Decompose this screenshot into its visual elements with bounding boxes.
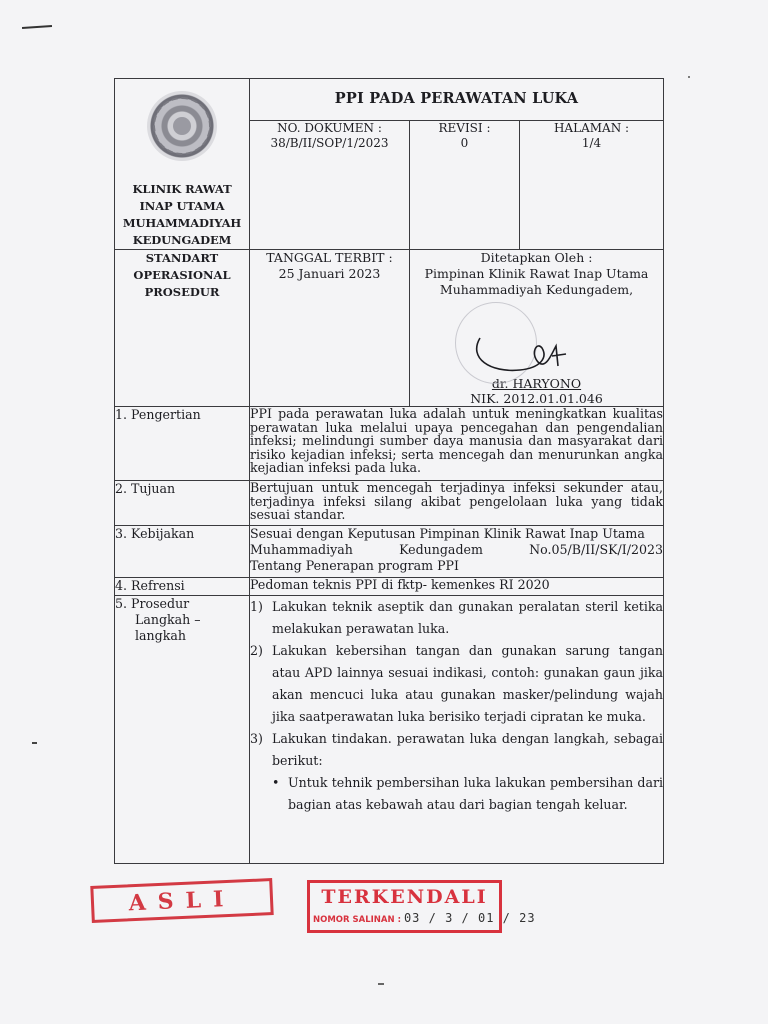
prosedur-steps (250, 596, 664, 864)
scan-mark (22, 25, 52, 29)
official-nik: NIK. 2012.01.01.046 (470, 391, 603, 406)
prosedur-label: 5. Prosedur Langkah – langkah (115, 596, 250, 864)
sop-label: STANDART OPERASIONAL PROSEDUR (115, 250, 250, 407)
halaman-cell: HALAMAN : 1/4 (520, 121, 664, 250)
terkendali-label: TERKENDALI (321, 886, 488, 908)
clinic-logo-cell (115, 79, 250, 250)
step-item: 1) Lakukan teknik aseptik dan gunakan peralatan steril ketika melakukan perawatan luka. (250, 599, 664, 636)
step-item: 3) Lakukan tindakan. perawatan luka dengan langkah, sebagai berikut: (250, 731, 664, 768)
document-title: PPI PADA PERAWATAN LUKA (250, 79, 664, 121)
no-dokumen-cell: NO. DOKUMEN : 38/B/II/SOP/1/2023 (250, 121, 410, 250)
scan-mark (32, 742, 37, 744)
kebijakan-label: 3. Kebijakan (115, 526, 250, 578)
refrensi-text: Pedoman teknis PPI di fktp- kemenkes RI 2020 (250, 578, 664, 596)
bullet-icon: • (272, 775, 280, 790)
terkendali-stamp (307, 880, 536, 933)
tujuan-label: 2. Tujuan (115, 481, 250, 526)
asli-stamp: ASLI (90, 878, 273, 923)
muhammadiyah-logo-icon (147, 91, 217, 161)
signature-icon (410, 298, 660, 376)
sop-table (114, 78, 664, 864)
pengertian-label: 1. Pengertian (115, 407, 250, 481)
refrensi-label: 4. Refrensi (115, 578, 250, 596)
tanggal-terbit-cell: TANGGAL TERBIT : 25 Januari 2023 (250, 250, 410, 407)
pengertian-text: PPI pada perawatan luka adalah untuk meningkatkan kualitas perawatan luka melalui upaya pencegahan dan pengendalian infeksi; melindungi sumber daya manusia dan masyarakat dari risiko kejadian infeksi; serta mencegah dan menurunkan angka kejadian infeksi pada luka. (250, 407, 664, 481)
ditetapkan-cell: Ditetapkan Oleh : Pimpinan Klinik Rawat Inap Utama Muhammadiyah Kedungadem, dr. HARYONO NIK. 2012.01.01.046 (410, 250, 664, 407)
kebijakan-text: Sesuai dengan Keputusan Pimpinan Klinik Rawat Inap Utama Muhammadiyah Kedungadem No.05/B/II/SK/I/2023 Tentang Penerapan program PPI (250, 526, 664, 578)
tujuan-text: Bertujuan untuk mencegah terjadinya infeksi sekunder atau, terjadinya infeksi silang akibat pengelolaan luka yang tidak sesuai standar. (250, 481, 664, 526)
scan-dot (688, 76, 690, 78)
nomor-salinan-label: NOMOR SALINAN : (313, 915, 401, 925)
official-name: dr. HARYONO (491, 376, 582, 391)
bullet-item: • Untuk tehnik pembersihan luka lakukan pembersihan dari bagian atas kebawah atau dari bagian tengah keluar. (250, 772, 663, 816)
step-item: 2) Lakukan kebersihan tangan dan gunakan sarung tangan atau APD lainnya sesuai indikasi, contoh: gunakan gaun jika akan mencuci luka atau gunakan masker/pelindung wajah jika saatperawatan luka berisiko terjadi cipratan ke muka. (250, 643, 664, 724)
revisi-cell: REVISI : 0 (410, 121, 520, 250)
nomor-salinan-value: 03 / 3 / 01 / 23 (403, 911, 536, 925)
clinic-name: KLINIK RAWAT INAP UTAMA MUHAMMADIYAH KEDUNGADEM (122, 182, 242, 247)
scan-dot (378, 983, 384, 985)
